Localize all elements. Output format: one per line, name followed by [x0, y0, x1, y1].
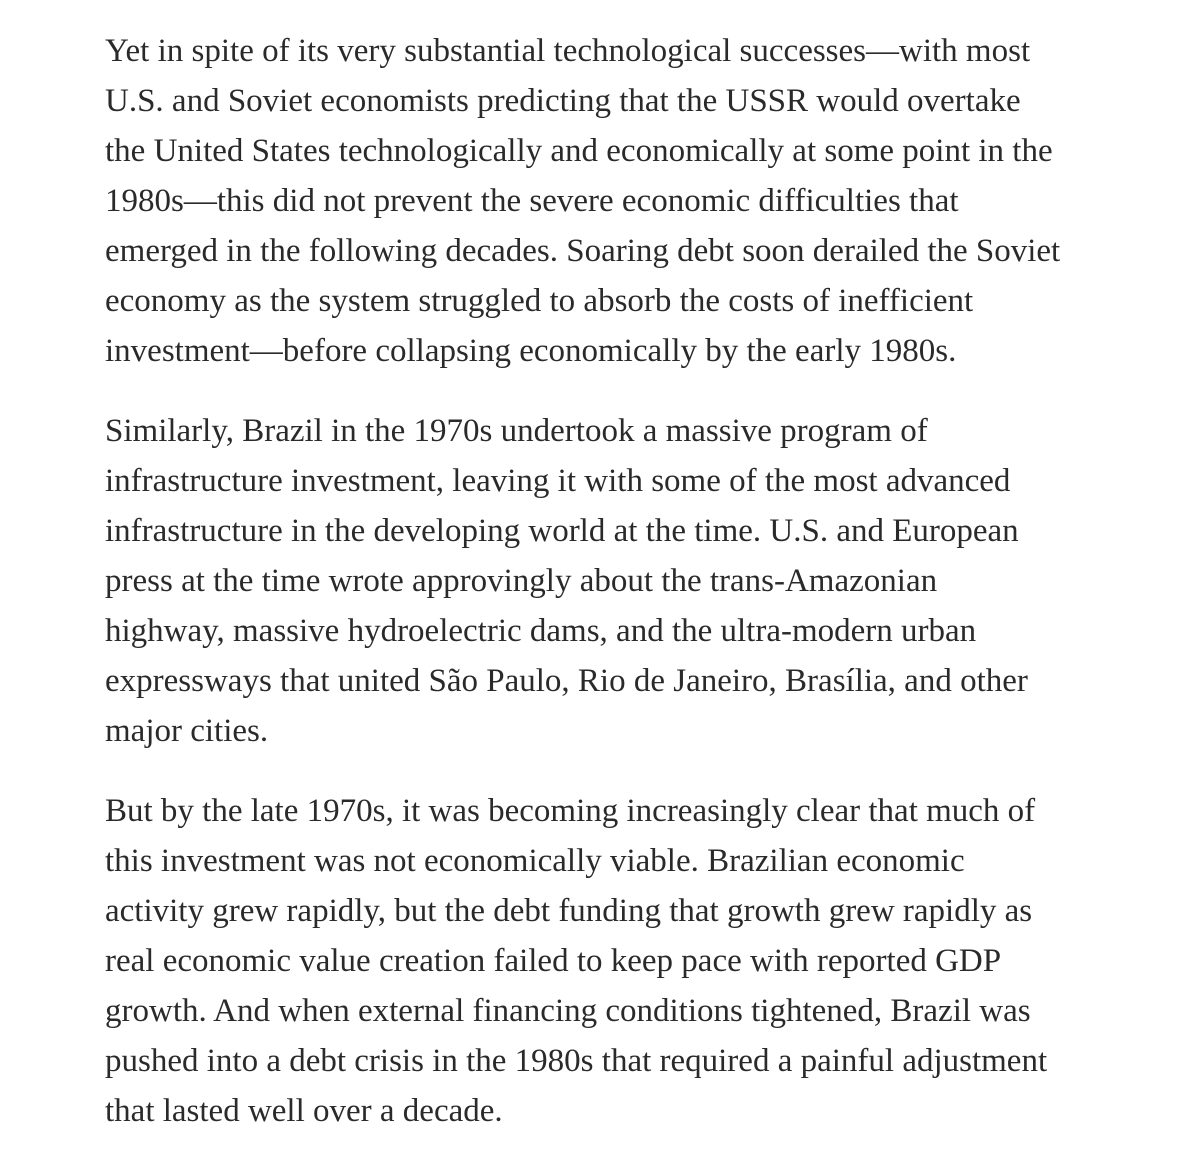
paragraph-line: the United States technologically and economically at some point in the	[105, 133, 1053, 169]
paragraph-line: emerged in the following decades. Soaring debt soon derailed the Soviet	[105, 233, 1061, 269]
paragraph-line: activity grew rapidly, but the debt funding that growth grew rapidly as	[105, 893, 1033, 929]
paragraph-line: that lasted well over a decade.	[105, 1093, 503, 1129]
paragraph-brazil-debt-crisis	[105, 786, 1135, 1136]
article-body	[105, 26, 1135, 1166]
paragraph-line: this investment was not economically viable. Brazilian economic	[105, 843, 965, 879]
paragraph-line: U.S. and Soviet economists predicting that the USSR would overtake	[105, 83, 1021, 119]
paragraph-line: infrastructure investment, leaving it with some of the most advanced	[105, 463, 1011, 499]
paragraph-line: Similarly, Brazil in the 1970s undertook a massive program of	[105, 413, 928, 449]
paragraph-line: 1980s—this did not prevent the severe economic difficulties that	[105, 183, 959, 219]
paragraph-line: infrastructure in the developing world at the time. U.S. and European	[105, 513, 1019, 549]
paragraph-line: growth. And when external financing conditions tightened, Brazil was	[105, 993, 1031, 1029]
paragraph-line: investment—before collapsing economically by the early 1980s.	[105, 333, 957, 369]
paragraph-line: pushed into a debt crisis in the 1980s that required a painful adjustment	[105, 1043, 1048, 1079]
paragraph-line: expressways that united São Paulo, Rio de Janeiro, Brasília, and other	[105, 663, 1028, 699]
paragraph-line: Yet in spite of its very substantial technological successes—with most	[105, 33, 1031, 69]
paragraph-line: press at the time wrote approvingly about the trans-Amazonian	[105, 563, 938, 599]
paragraph-line: real economic value creation failed to keep pace with reported GDP	[105, 943, 1002, 979]
paragraph-soviet-economy	[105, 26, 1135, 376]
paragraph-line: But by the late 1970s, it was becoming increasingly clear that much of	[105, 793, 1036, 829]
paragraph-line: economy as the system struggled to absorb the costs of inefficient	[105, 283, 974, 319]
paragraph-line: highway, massive hydroelectric dams, and the ultra-modern urban	[105, 613, 977, 649]
paragraph-brazil-infrastructure	[105, 406, 1135, 756]
paragraph-line: major cities.	[105, 713, 269, 749]
